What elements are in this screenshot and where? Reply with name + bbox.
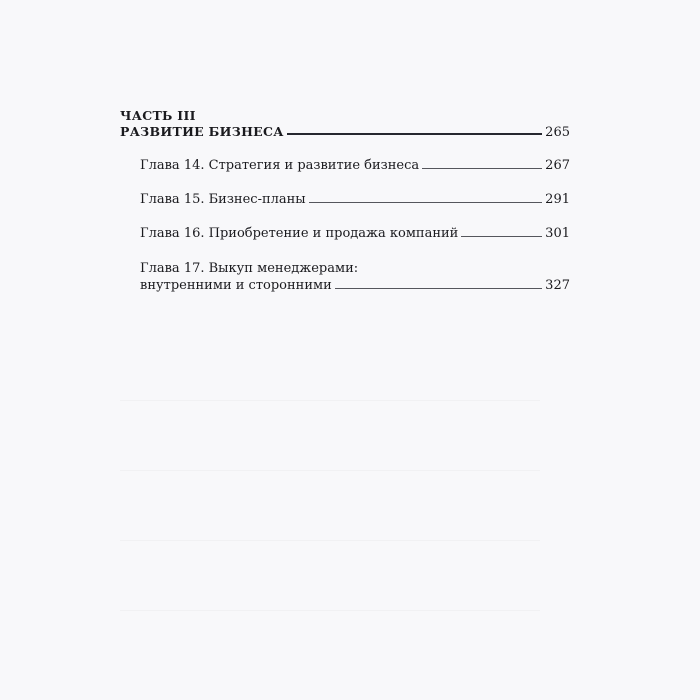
chapter-page-number: 301 <box>545 226 570 241</box>
chapter-title: Глава 15. Бизнес-планы <box>140 192 306 207</box>
chapter-title: Глава 14. Стратегия и развитие бизнеса <box>140 158 420 173</box>
faint-bleed-through-line <box>120 610 540 611</box>
leader-line <box>287 133 542 135</box>
faint-bleed-through-line <box>120 470 540 471</box>
chapter-page-number: 327 <box>545 278 570 293</box>
leader-line <box>461 236 542 237</box>
leader-line <box>309 202 543 203</box>
chapter-page-number: 291 <box>545 192 570 207</box>
toc-entry-chapter-15 <box>140 192 570 207</box>
toc-entry-chapter-14 <box>140 158 570 173</box>
part-page-number: 265 <box>545 125 570 140</box>
toc-entry-chapter-17 <box>140 260 570 293</box>
faint-bleed-through-line <box>120 400 540 401</box>
chapter-title-line-1: Глава 17. Выкуп менеджерами: <box>140 261 359 276</box>
chapter-title: Глава 16. Приобретение и продажа компаний <box>140 226 459 241</box>
toc-entry-chapter-16 <box>140 226 570 241</box>
leader-line <box>422 168 542 169</box>
faint-bleed-through-line <box>120 540 540 541</box>
part-number: ЧАСТЬ III <box>120 108 196 123</box>
chapter-page-number: 267 <box>545 158 570 173</box>
part-title-row <box>120 124 570 140</box>
table-of-contents <box>120 108 570 293</box>
leader-line <box>335 288 542 289</box>
part-title: РАЗВИТИЕ БИЗНЕСА <box>120 124 284 139</box>
chapter-title-line-2: внутренними и сторонними <box>140 278 332 293</box>
